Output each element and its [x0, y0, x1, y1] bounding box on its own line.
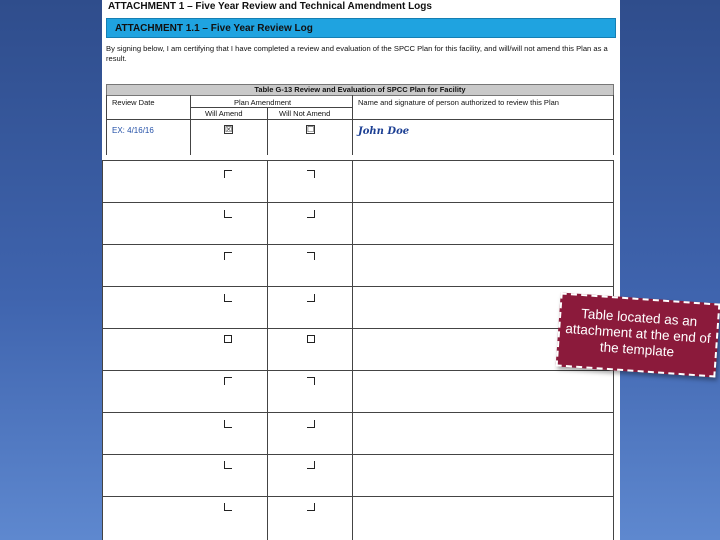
- row-line: [102, 412, 614, 413]
- header-will-not-amend: Will Not Amend: [279, 109, 331, 118]
- certification-text: By signing below, I am certifying that I have completed a review and evaluation of the SPCC Plan for this facility, and will/will not amend this Plan as a result.: [106, 44, 608, 63]
- example-will-not-amend-checkbox[interactable]: ☐: [307, 125, 315, 134]
- will-amend-checkbox[interactable]: [224, 335, 232, 343]
- row-line: [102, 328, 614, 329]
- will-not-amend-checkbox[interactable]: [307, 377, 315, 385]
- grid-col-divider-2: [352, 160, 353, 540]
- will-not-amend-checkbox[interactable]: [307, 503, 315, 511]
- will-not-amend-checkbox[interactable]: [307, 210, 315, 218]
- row-line: [102, 202, 614, 203]
- will-not-amend-checkbox[interactable]: [307, 335, 315, 343]
- col-divider-1: [190, 95, 191, 155]
- will-amend-checkbox[interactable]: [224, 252, 232, 260]
- table-title: Table G-13 Review and Evaluation of SPCC Plan for Facility: [106, 84, 614, 96]
- col-divider-2: [267, 107, 268, 155]
- subheader-line: [190, 107, 352, 108]
- will-not-amend-checkbox[interactable]: [307, 252, 315, 260]
- will-not-amend-checkbox[interactable]: [307, 420, 315, 428]
- header-will-amend: Will Amend: [205, 109, 243, 118]
- col-divider-3: [352, 95, 353, 155]
- will-not-amend-checkbox[interactable]: [307, 170, 315, 178]
- table-border-left: [106, 95, 107, 155]
- attachment-title: ATTACHMENT 1 – Five Year Review and Technical Amendment Logs: [108, 1, 432, 12]
- will-amend-checkbox[interactable]: [224, 420, 232, 428]
- example-date: EX: 4/16/16: [112, 126, 154, 135]
- example-will-amend-checkbox[interactable]: ☒: [225, 125, 233, 134]
- row-line: [102, 454, 614, 455]
- grid-left-border: [102, 160, 103, 540]
- will-amend-checkbox[interactable]: [224, 210, 232, 218]
- header-bottom-line: [106, 119, 614, 120]
- table-border-right: [613, 95, 614, 155]
- callout-note: Table located as an attachment at the end of the template: [556, 293, 720, 378]
- row-line: [102, 286, 614, 287]
- header-plan-amendment: Plan Amendment: [234, 98, 292, 107]
- document-page: [102, 0, 620, 540]
- grid-col-divider-1: [267, 160, 268, 540]
- example-signature: John Doe: [358, 126, 410, 137]
- row-line: [102, 244, 614, 245]
- will-amend-checkbox[interactable]: [224, 170, 232, 178]
- will-amend-checkbox[interactable]: [224, 377, 232, 385]
- row-line: [102, 496, 614, 497]
- will-amend-checkbox[interactable]: [224, 503, 232, 511]
- header-review-date: Review Date: [112, 98, 155, 107]
- will-amend-checkbox[interactable]: [224, 461, 232, 469]
- will-not-amend-checkbox[interactable]: [307, 461, 315, 469]
- row-line: [102, 370, 614, 371]
- grid-top-line: [102, 160, 614, 161]
- will-amend-checkbox[interactable]: [224, 294, 232, 302]
- section-title: ATTACHMENT 1.1 – Five Year Review Log: [115, 23, 313, 34]
- will-not-amend-checkbox[interactable]: [307, 294, 315, 302]
- header-signature: Name and signature of person authorized to review this Plan: [358, 98, 559, 107]
- section-banner: [106, 18, 616, 38]
